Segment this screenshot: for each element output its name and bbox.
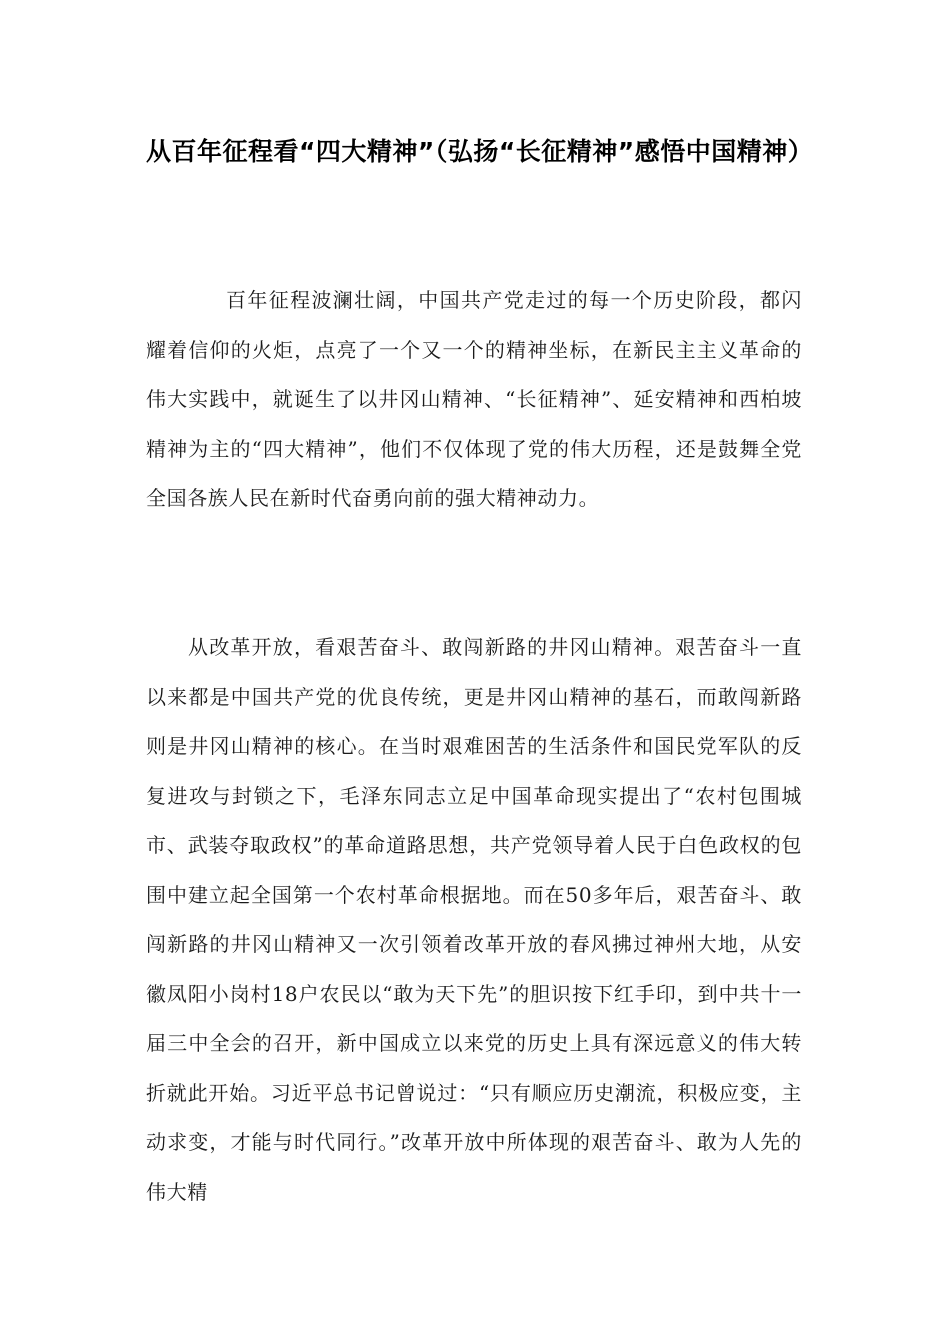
paragraph-intro: 百年征程波澜壮阔，中国共产党走过的每一个历史阶段，都闪耀着信仰的火炬，点亮了一个又一个的精神坐标，在新民主主义革命的伟大实践中，就诞生了以井冈山精神、“长征精神”、延安精神和西柏坡精神为主的“四大精神”，他们不仅体现了党的伟大历程，还是鼓舞全党全国各族人民在新时代奋勇向前的强大精神动力。: [146, 288, 802, 510]
document-title: 从百年征程看“四大精神”（弘扬“长征精神”感悟中国精神）: [146, 137, 814, 166]
paragraph-jinggangshan: 从改革开放，看艰苦奋斗、敢闯新路的井冈山精神。艰苦奋斗一直以来都是中国共产党的优良传统，更是井冈山精神的基石，而敢闯新路则是井冈山精神的核心。在当时艰难困苦的生活条件和国民党军队的反复进攻与封锁之下，毛泽东同志立足中国革命现实提出了“农村包围城市、武装夺取政权”的革命道路思想，共产党领导着人民于白色政权的包围中建立起全国第一个农村革命根据地。而在50多年后，艰苦奋斗、敢闯新路的井冈山精神又一次引领着改革开放的春风拂过神州大地，从安徽凤阳小岗村18户农民以“敢为天下先”的胆识按下红手印，到中共十一届三中全会的召开，新中国成立以来党的历史上具有深远意义的伟大转折就此开始。习近平总书记曾说过：“只有顺应历史潮流，积极应变，主动求变，才能与时代同行。”改革开放中所体现的艰苦奋斗、敢为人先的伟大精: [146, 635, 802, 1204]
